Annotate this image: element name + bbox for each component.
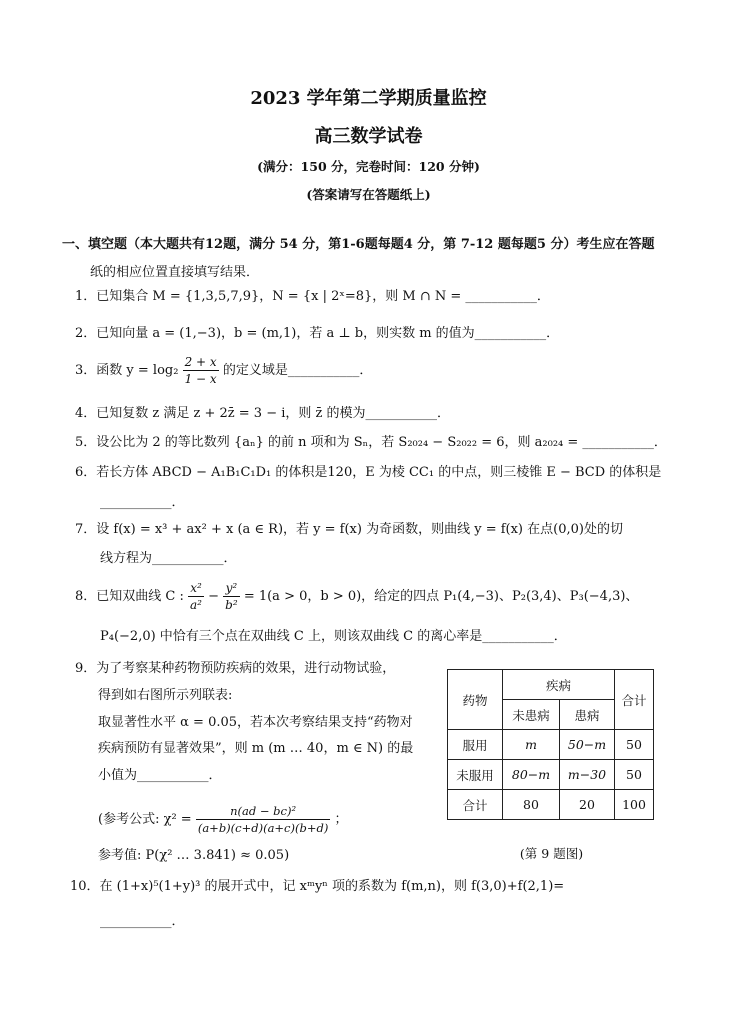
table-row [448,730,654,760]
q9-fraction [196,803,330,836]
q3-suffix: 的定义域是___________． [222,363,373,378]
table-cell: 50−m [560,730,615,760]
question-9-line5: 小值为___________． [98,768,222,783]
exam-title: 2023 学年第二学期质量监控 [250,88,487,109]
question-7-line2: 线方程为___________． [100,551,237,566]
table-cell: 20 [560,790,615,820]
section-heading-line2: 纸的相应位置直接填写结果． [90,265,260,280]
question-6-line2: ___________． [100,495,185,510]
table-cell: 80 [503,790,560,820]
q8-minus: − [208,589,220,604]
table-header-disease: 疾病 [503,670,615,700]
question-9-reference: 参考值: P(χ² … 3.841) ≈ 0.05) [98,848,290,863]
question-10-line1: 10．在 (1+x)⁵(1+y)³ 的展开式中，记 xᵐyⁿ 项的系数为 f(m,n)，则 f(3,0)+f(2,1)= [70,879,565,894]
table-row [448,760,654,790]
q3-prefix: 3．函数 y = log₂ [75,363,179,378]
question-6-line1: 6．若长方体 ABCD − A₁B₁C₁D₁ 的体积是120，E 为棱 CC₁ 的中点，则三棱锥 E − BCD 的体积是 [75,465,662,480]
question-2: 2．已知向量 a = (1,−3)，b = (m,1)，若 a ⊥ b，则实数 m 的值为___________． [75,326,560,341]
exam-note: (答案请写在答题纸上) [306,187,431,202]
q8-suffix: = 1(a > 0，b > 0)，给定的四点 P₁(4,−3)、P₂(3,4)、P₃(−4,3)、 [243,589,639,604]
table-cell: 合计 [448,790,503,820]
q9-formula-suffix: ； [334,812,348,827]
table-cell: m−30 [560,760,615,790]
table-cell: 50 [615,730,654,760]
table-cell: 100 [615,790,654,820]
question-7-line1: 7．设 f(x) = x³ + ax² + x (a ∈ R)，若 y = f(x) 为奇函数，则曲线 y = f(x) 在点(0,0)处的切 [75,522,623,537]
question-9-line1: 9．为了考察某种药物预防疾病的效果，进行动物试验， [75,661,396,676]
q8-fraction-x [188,580,204,613]
q3-numerator: 2 + x [184,355,217,369]
q8-prefix: 8．已知双曲线 C : [75,589,184,604]
table-caption: (第 9 题图) [519,846,584,861]
question-9-line4: 疾病预防有显著效果”，则 m (m … 40，m ∈ N) 的最 [98,741,414,756]
q8-num-x: x² [188,580,204,597]
q8-num-y: y² [223,580,240,597]
table-cell: 服用 [448,730,503,760]
table-header-no-disease: 未患病 [503,700,560,730]
q8-den-b: b² [225,598,238,612]
table-cell: m [503,730,560,760]
table-cell: 80−m [503,760,560,790]
q9-numerator: n(ad − bc)² [196,803,330,820]
table-header-disease-yes: 患病 [560,700,615,730]
exam-info: (满分：150 分，完卷时间：120 分钟) [257,159,480,174]
q8-fraction-y [223,580,240,613]
table-cell: 未服用 [448,760,503,790]
exam-subtitle: 高三数学试卷 [314,126,423,147]
question-8-line1 [75,578,685,616]
question-5: 5．设公比为 2 的等比数列 {aₙ} 的前 n 项和为 Sₙ，若 S₂₀₂₄ − S₂₀₂₂ = 6，则 a₂₀₂₄ = ___________． [75,435,667,450]
q3-denominator: 1 − x [184,372,217,386]
question-4: 4．已知复数 z 满足 z + 2z̄ = 3 − i，则 z̄ 的模为___________． [75,406,451,421]
q8-den-a: a² [190,598,202,612]
section-heading-line1: 一、填空题（本大题共有12题，满分 54 分，第1-6题每题4 分，第 7-12 题每题5 分）考生应在答题 [62,237,655,252]
question-8-line2: P₄(−2,0) 中恰有三个点在双曲线 C 上，则该双曲线 C 的离心率是___________． [100,629,567,644]
q3-fraction [183,354,219,387]
section-heading [62,231,682,287]
q9-formula-prefix: (参考公式: χ² = [98,812,192,827]
question-9-line3: 取显著性水平 α = 0.05，若本次考察结果支持“药物对 [98,715,413,730]
table-header-total: 合计 [615,670,654,730]
question-9-line2: 得到如右图所示列联表: [98,688,233,703]
table-cell: 50 [615,760,654,790]
question-1: 1．已知集合 M = {1,3,5,7,9}，N = {x | 2ˣ=8}，则 M ∩ N = ___________． [75,289,550,304]
question-10-line2: ___________． [100,914,185,929]
contingency-table [447,669,654,820]
table-header-drug: 药物 [448,670,503,730]
question-3 [75,352,685,390]
table-row [448,790,654,820]
q9-denominator: (a+b)(c+d)(a+c)(b+d) [197,821,329,835]
